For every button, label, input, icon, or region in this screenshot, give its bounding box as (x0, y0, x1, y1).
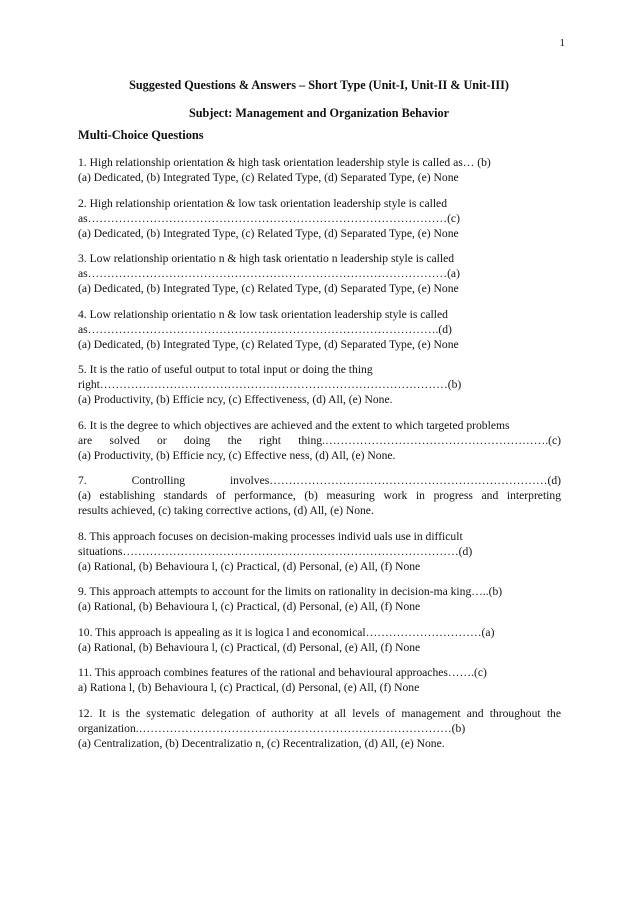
document-title: Suggested Questions & Answers – Short Type (Unit-I, Unit-II & Unit-III) (129, 78, 509, 92)
answer-options: (a) Productivity, (b) Efficie ncy, (c) Effective ness, (d) All, (e) None. (78, 448, 396, 462)
question-item (78, 529, 561, 574)
question-item (78, 665, 561, 695)
answer-options: (a) Productivity, (b) Efficie ncy, (c) Effectiveness, (d) All, (e) None. (78, 393, 393, 406)
question-text-line: situations……………………………………………………………………………(d) (78, 544, 473, 558)
answer-options: (a) Dedicated, (b) Integrated Type, (c) Related Type, (d) Separated Type, (e) None (78, 282, 459, 295)
question-text-line: 10. This approach is appealing as it is logica l and economical…………………………(a) (78, 625, 495, 639)
question-text-line: as…………………………………………………………………………………(a) (78, 267, 460, 280)
question-text-line: 5. It is the ratio of useful output to total input or doing the thing (78, 363, 373, 376)
question-text-line: 6. It is the degree to which objectives are achieved and the extent to which targeted problems (78, 418, 510, 432)
question-item (78, 706, 561, 751)
answer-options: (a) Dedicated, (b) Integrated Type, (c) Related Type, (d) Separated Type, (e) None (78, 226, 459, 240)
question-text-line: are solved or doing the right thing.………………………………………………….(c) (78, 433, 561, 447)
question-text-line: 8. This approach focuses on decision-making processes individ uals use in difficult (78, 529, 463, 543)
answer-options: (a) Dedicated, (b) Integrated Type, (c) Related Type, (d) Separated Type, (e) None (78, 171, 459, 184)
answer-options: (a) Dedicated, (b) Integrated Type, (c) Related Type, (d) Separated Type, (e) None (78, 337, 459, 351)
question-text-line: (a) establishing standards of performance, (b) measuring work in progress and interpreting (78, 489, 561, 502)
answer-options: (a) Centralization, (b) Decentralizatio n, (c) Recentralization, (d) All, (e) None. (78, 736, 445, 750)
question-text-line: organization.………………………………………………………………………(b) (78, 721, 466, 735)
question-item (78, 473, 561, 518)
question-text-line: right………………………………………………………………………………(b) (78, 378, 462, 391)
question-text-line: 2. High relationship orientation & low task orientation leadership style is called (78, 196, 447, 210)
question-item (78, 307, 561, 352)
question-text-line: 3. Low relationship orientatio n & high task orientatio n leadership style is called (78, 252, 455, 265)
question-item (78, 625, 561, 655)
question-item (78, 362, 561, 407)
question-item (78, 196, 561, 241)
question-text-line: 7. Controlling involves………………………………………………………………(d) (78, 474, 561, 487)
question-text-line: 1. High relationship orientation & high task orientation leadership style is called as… (b) (78, 156, 491, 169)
section-title: Multi-Choice Questions (78, 128, 204, 142)
page-number: 1 (559, 37, 565, 49)
question-item (78, 418, 561, 463)
question-text-line: as…………………………………………………………………………………(c) (78, 211, 460, 225)
question-text-line: 9. This approach attempts to account for the limits on rationality in decision-ma king…..(b) (78, 585, 503, 598)
question-item (78, 584, 561, 614)
question-text-line: 11. This approach combines features of the rational and behavioural approaches…….(c) (78, 666, 487, 679)
answer-options: (a) Rational, (b) Behavioura l, (c) Practical, (d) Personal, (e) All, (f) None (78, 600, 421, 613)
answer-options: results achieved, (c) taking corrective actions, (d) All, (e) None. (78, 504, 374, 517)
question-list (78, 155, 561, 761)
answer-options: (a) Rational, (b) Behavioura l, (c) Practical, (d) Personal, (e) All, (f) None (78, 640, 421, 654)
question-text-line: 12. It is the systematic delegation of authority at all levels of management and throughout the (78, 706, 561, 720)
question-item (78, 251, 561, 296)
question-text-line: as……………………………………………………………………………….(d) (78, 322, 452, 336)
question-item (78, 155, 561, 185)
answer-options: (a) Rational, (b) Behavioura l, (c) Practical, (d) Personal, (e) All, (f) None (78, 559, 421, 573)
question-text-line: 4. Low relationship orientatio n & low task orientation leadership style is called (78, 307, 448, 321)
answer-options: a) Rationa l, (b) Behavioura l, (c) Practical, (d) Personal, (e) All, (f) None (78, 681, 420, 694)
subject-heading: Subject: Management and Organization Behavior (189, 106, 449, 120)
